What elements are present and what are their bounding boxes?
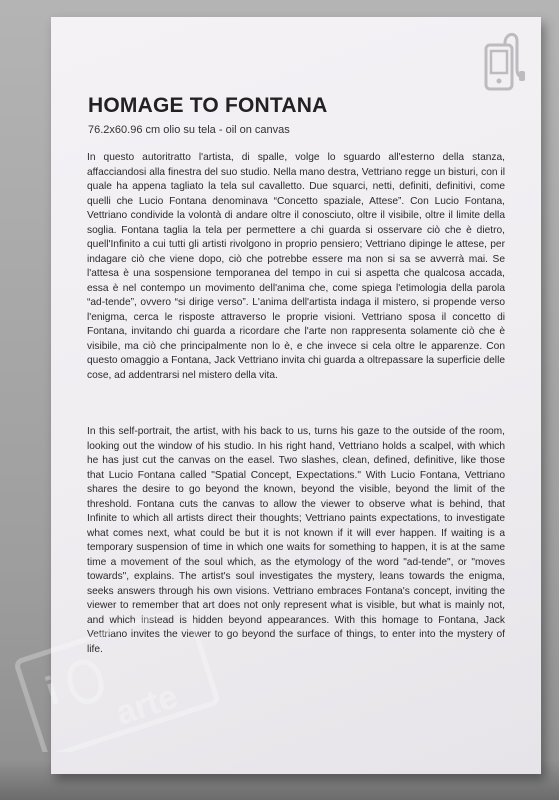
watermark-letter: i: [40, 668, 65, 715]
watermark-word: arte: [111, 677, 183, 733]
description-english: In this self-portrait, the artist, with his back to us, turns his gaze to the outside of the room, looking out the window of his studio. In his right hand, Vettriano holds a scalpel, with which he has just cut the canvas on the easel. Two slashes, clean, defined, definitive, like those that Lucio Fontana called "Spatial Concept, Expectations." With Lucio Fontana, Vettriano shares the desire to go beyond the known, beyond the visible, beyond the limit of the threshold. Fontana cuts the canvas to allow the viewer to observe what is behind, that Infinite to which all artists direct their thoughts; Vettriano paints expectations, to investigate what comes next, what could be but it is not known if it will ever happen. If waiting is a temporary suspension of time in which one waits for something to happen, it is at the same time a movement of the soul which, as the etymology of the word "ad-tende", or "moves towards", explains. The artist's soul investigates the mystery, leans towards the enigma, seeks answers through his own visions. Vettriano embraces Fontana's concept, inviting the viewer to remember that art does not only represent what is visible, but what is mainly not, and which instead is hidden beyond appearances. With this homage to Fontana, Jack Vettriano invites the viewer to go beyond the surface of things, to enter into the mystery of life.: [87, 426, 505, 655]
exhibition-placard: [51, 17, 541, 774]
artwork-medium: 76.2x60.96 cm olio su tela - oil on canvas: [88, 124, 290, 136]
artwork-title: HOMAGE TO FONTANA: [88, 94, 328, 117]
audio-guide-icon: [483, 29, 527, 99]
description-italian: In questo autoritratto l'artista, di spalle, volge lo sguardo all'esterno della stanza, affacciandosi alla finestra del suo studio. Nella mano destra, Vettriano regge un bisturi, con il quale ha appena tagliato la tela sul cavalletto. Due squarci, netti, definiti, definitivi, come quelli che Lucio Fontana denominava “Concetto spaziale, Attese”. Con Lucio Fontana, Vettriano condivide la volontà di andare oltre il conosciuto, oltre il visibile, oltre il limite della soglia. Fontana taglia la tela per permettere a chi guarda si osservare ciò che è dietro, quell'Infinito a cui tutti gli artisti rivolgono in proprio pensiero; Vettriano dipinge le attese, per indagare ciò che viene dopo, ciò che potrebbe essere ma non si sa se avverrà mai. Se l'attesa è una sospensione temporanea del tempo in cui si aspetta che qualcosa accada, essa è nel contempo un movimento dell'anima che, come spiega l'etimologia della parola “ad-tende”, ovvero “si dirige verso”. L'anima dell'artista indaga il mistero, si propende verso l'enigma, cerca le risposte attraverso le proprie visioni. Vettriano sposa il concetto di Fontana, invitando chi guarda a ricordare che l'arte non rappresenta solamente ciò che è visibile, ma ciò che principalmente non lo è, e che invece si cela oltre le apparenze. Con questo omaggio a Fontana, Jack Vettriano invita chi guarda a oltrepassare la superficie delle cose, ad addentrarsi nel mistero della vita.: [87, 152, 505, 381]
